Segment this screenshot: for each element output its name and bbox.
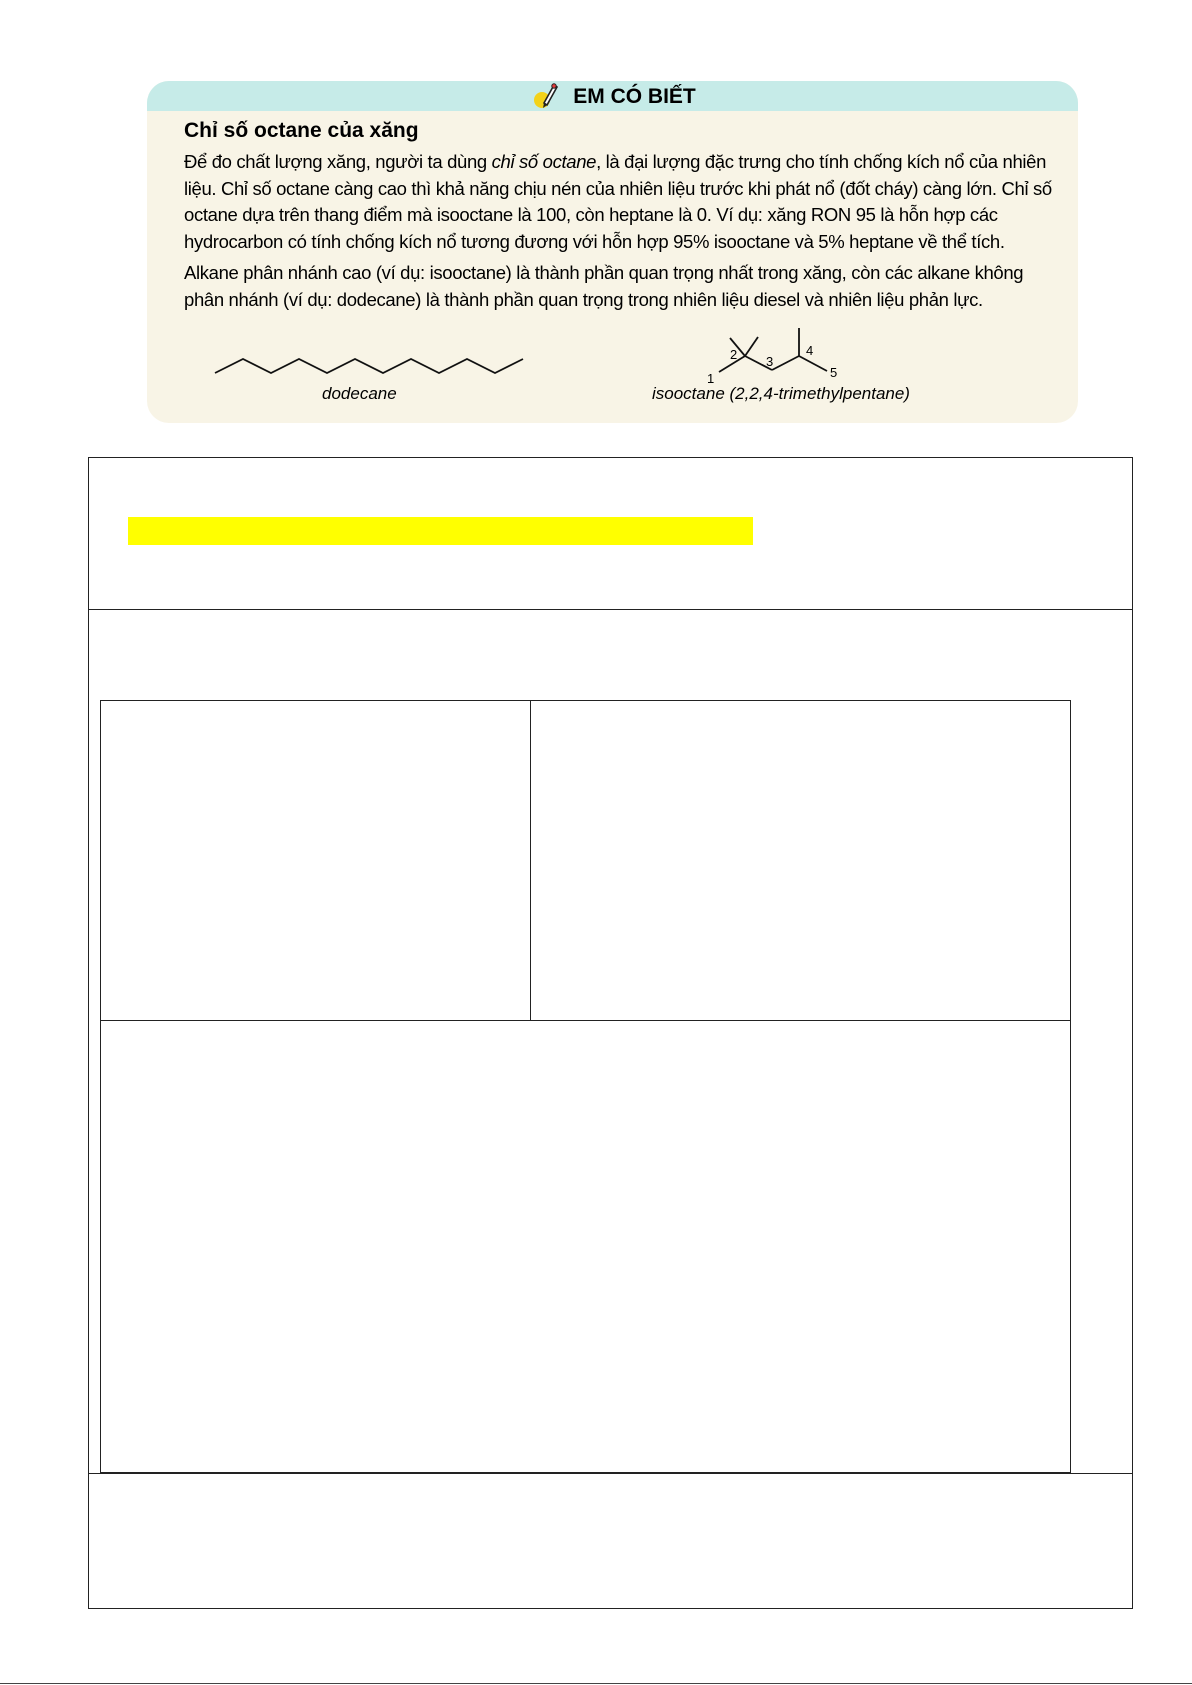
carbon-number-2: 2 <box>730 347 738 362</box>
dodecane-label: dodecane <box>322 384 397 403</box>
dodecane-structure <box>215 359 523 373</box>
carbon-number-5: 5 <box>830 365 838 380</box>
inner-table-frame <box>100 700 1071 1473</box>
info-box-title: EM CÓ BIẾT <box>573 85 696 108</box>
highlight-bar <box>128 517 753 545</box>
table-row-divider <box>100 1020 1071 1021</box>
paragraph-octane-definition: Để đo chất lượng xăng, người ta dùng chỉ số octane, là đại lượng đặc trưng cho tính chống kích nổ của nhiên liệu. Chỉ số octane càng cao thì khả năng chịu nén của nhiên liệu trước khi phát nổ (đốt cháy) càng lớn. Chỉ số octane dựa trên thang điểm mà isooctane là 100, còn heptane là 0. Ví dụ: xăng RON 95 là hỗn hợp các hydrocarbon có tính chống kích nổ tương đương với hỗn hợp 95% isooctane và 5% heptane về thể tích. <box>184 151 1052 252</box>
carbon-number-4: 4 <box>806 343 814 358</box>
paragraph-alkane-fuels: Alkane phân nhánh cao (ví dụ: isooctane) là thành phần quan trọng nhất trong xăng, còn các alkane không phân nhánh (ví dụ: dodecane) là thành phần quan trọng trong nhiên liệu diesel và nhiên liệu phản lực. <box>184 262 1024 310</box>
carbon-number-1: 1 <box>707 371 715 386</box>
carbon-number-3: 3 <box>766 354 774 369</box>
isooctane-label: isooctane (2,2,4-trimethylpentane) <box>652 384 910 403</box>
info-box <box>147 81 1078 423</box>
molecule-diagrams <box>147 81 1078 423</box>
bottom-section-divider <box>88 1473 1133 1474</box>
table-column-divider <box>530 700 531 1021</box>
page-footer-line <box>0 1683 1192 1684</box>
section-heading: Chỉ số octane của xăng <box>184 119 419 142</box>
